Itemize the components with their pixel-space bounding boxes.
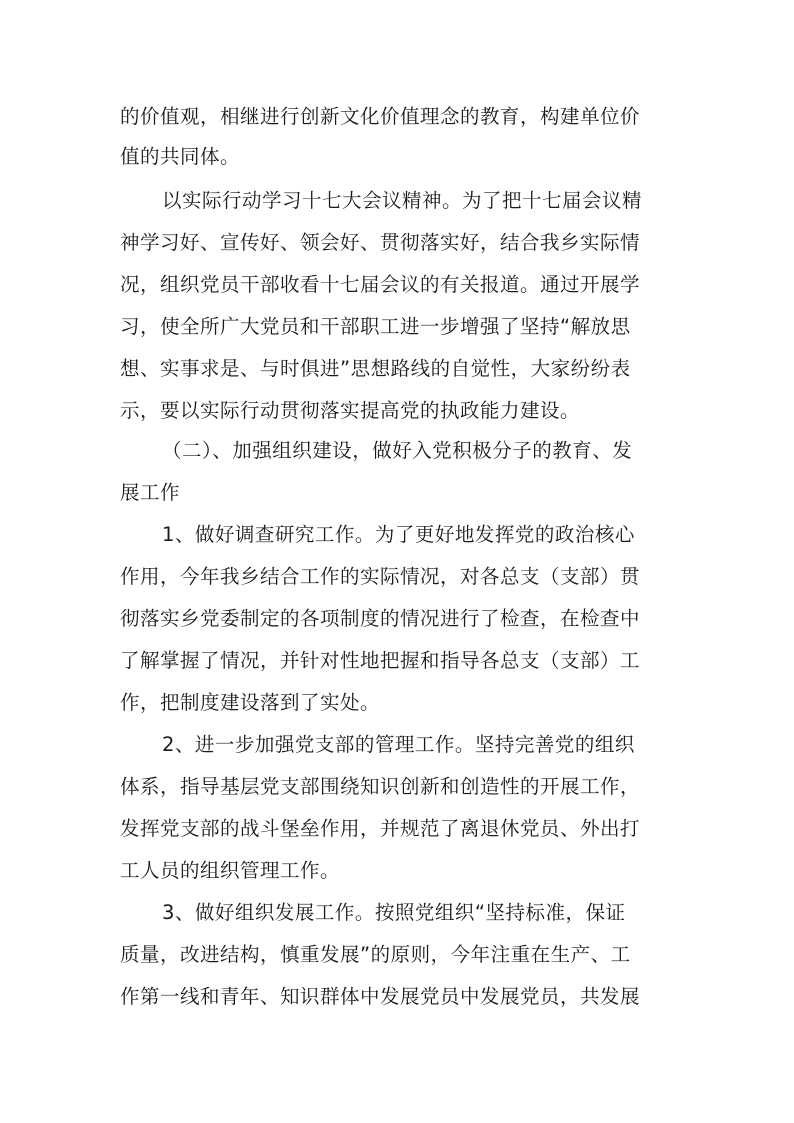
paragraph-line-5: 况，组织党员干部收看十七届会议的有关报道。通过开展学: [120, 273, 641, 296]
paragraph-line-9: 1、做好调查研究工作。为了更好地发挥党的政治核心: [162, 523, 635, 546]
paragraph-line-15: 体系，指导基层党支部围绕知识创新和创造性的开展工作，: [120, 775, 641, 798]
paragraph-line-19: 质量，改进结构，慎重发展”的原则，今年注重在生产、工: [120, 943, 631, 966]
paragraph-line-14: 2、进一步加强党支部的管理工作。坚持完善党的组织: [162, 733, 635, 756]
paragraph-line-10: 作用，今年我乡结合工作的实际情况，对各总支（支部）贯: [120, 565, 641, 588]
paragraph-line-18: 3、做好组织发展工作。按照党组织“坚持标准，保证: [162, 901, 626, 924]
section-heading-line-1: （二）、加强组织建设，做好入党积极分子的教育、发: [162, 439, 633, 462]
paragraph-line-16: 发挥党支部的战斗堡垒作用，并规范了离退休党员、外出打: [120, 817, 641, 840]
paragraph-line-17: 工人员的组织管理工作。: [120, 859, 341, 882]
paragraph-line-4: 神学习好、宣传好、领会好、贯彻落实好，结合我乡实际情: [120, 231, 641, 254]
section-heading-line-2: 展工作: [120, 481, 181, 504]
paragraph-line-8: 示，要以实际行动贯彻落实提高党的执政能力建设。: [120, 399, 581, 422]
paragraph-line-12: 了解掌握了情况，并针对性地把握和指导各总支（支部）工: [120, 649, 641, 672]
paragraph-line-20: 作第一线和青年、知识群体中发展党员中发展党员，共发展: [120, 985, 641, 1008]
paragraph-line-2: 值的共同体。: [120, 145, 241, 168]
paragraph-line-1: 的价值观，相继进行创新文化价值理念的教育，构建单位价: [120, 105, 641, 128]
paragraph-line-3: 以实际行动学习十七大会议精神。为了把十七届会议精: [162, 189, 643, 212]
paragraph-line-6: 习，使全所广大党员和干部职工进一步增强了坚持“解放思: [120, 315, 631, 338]
paragraph-line-7: 想、实事求是、与时俱进”思想路线的自觉性，大家纷纷表: [120, 357, 631, 380]
paragraph-line-11: 彻落实乡党委制定的各项制度的情况进行了检查，在检查中: [120, 607, 641, 630]
paragraph-line-13: 作，把制度建设落到了实处。: [120, 691, 381, 714]
